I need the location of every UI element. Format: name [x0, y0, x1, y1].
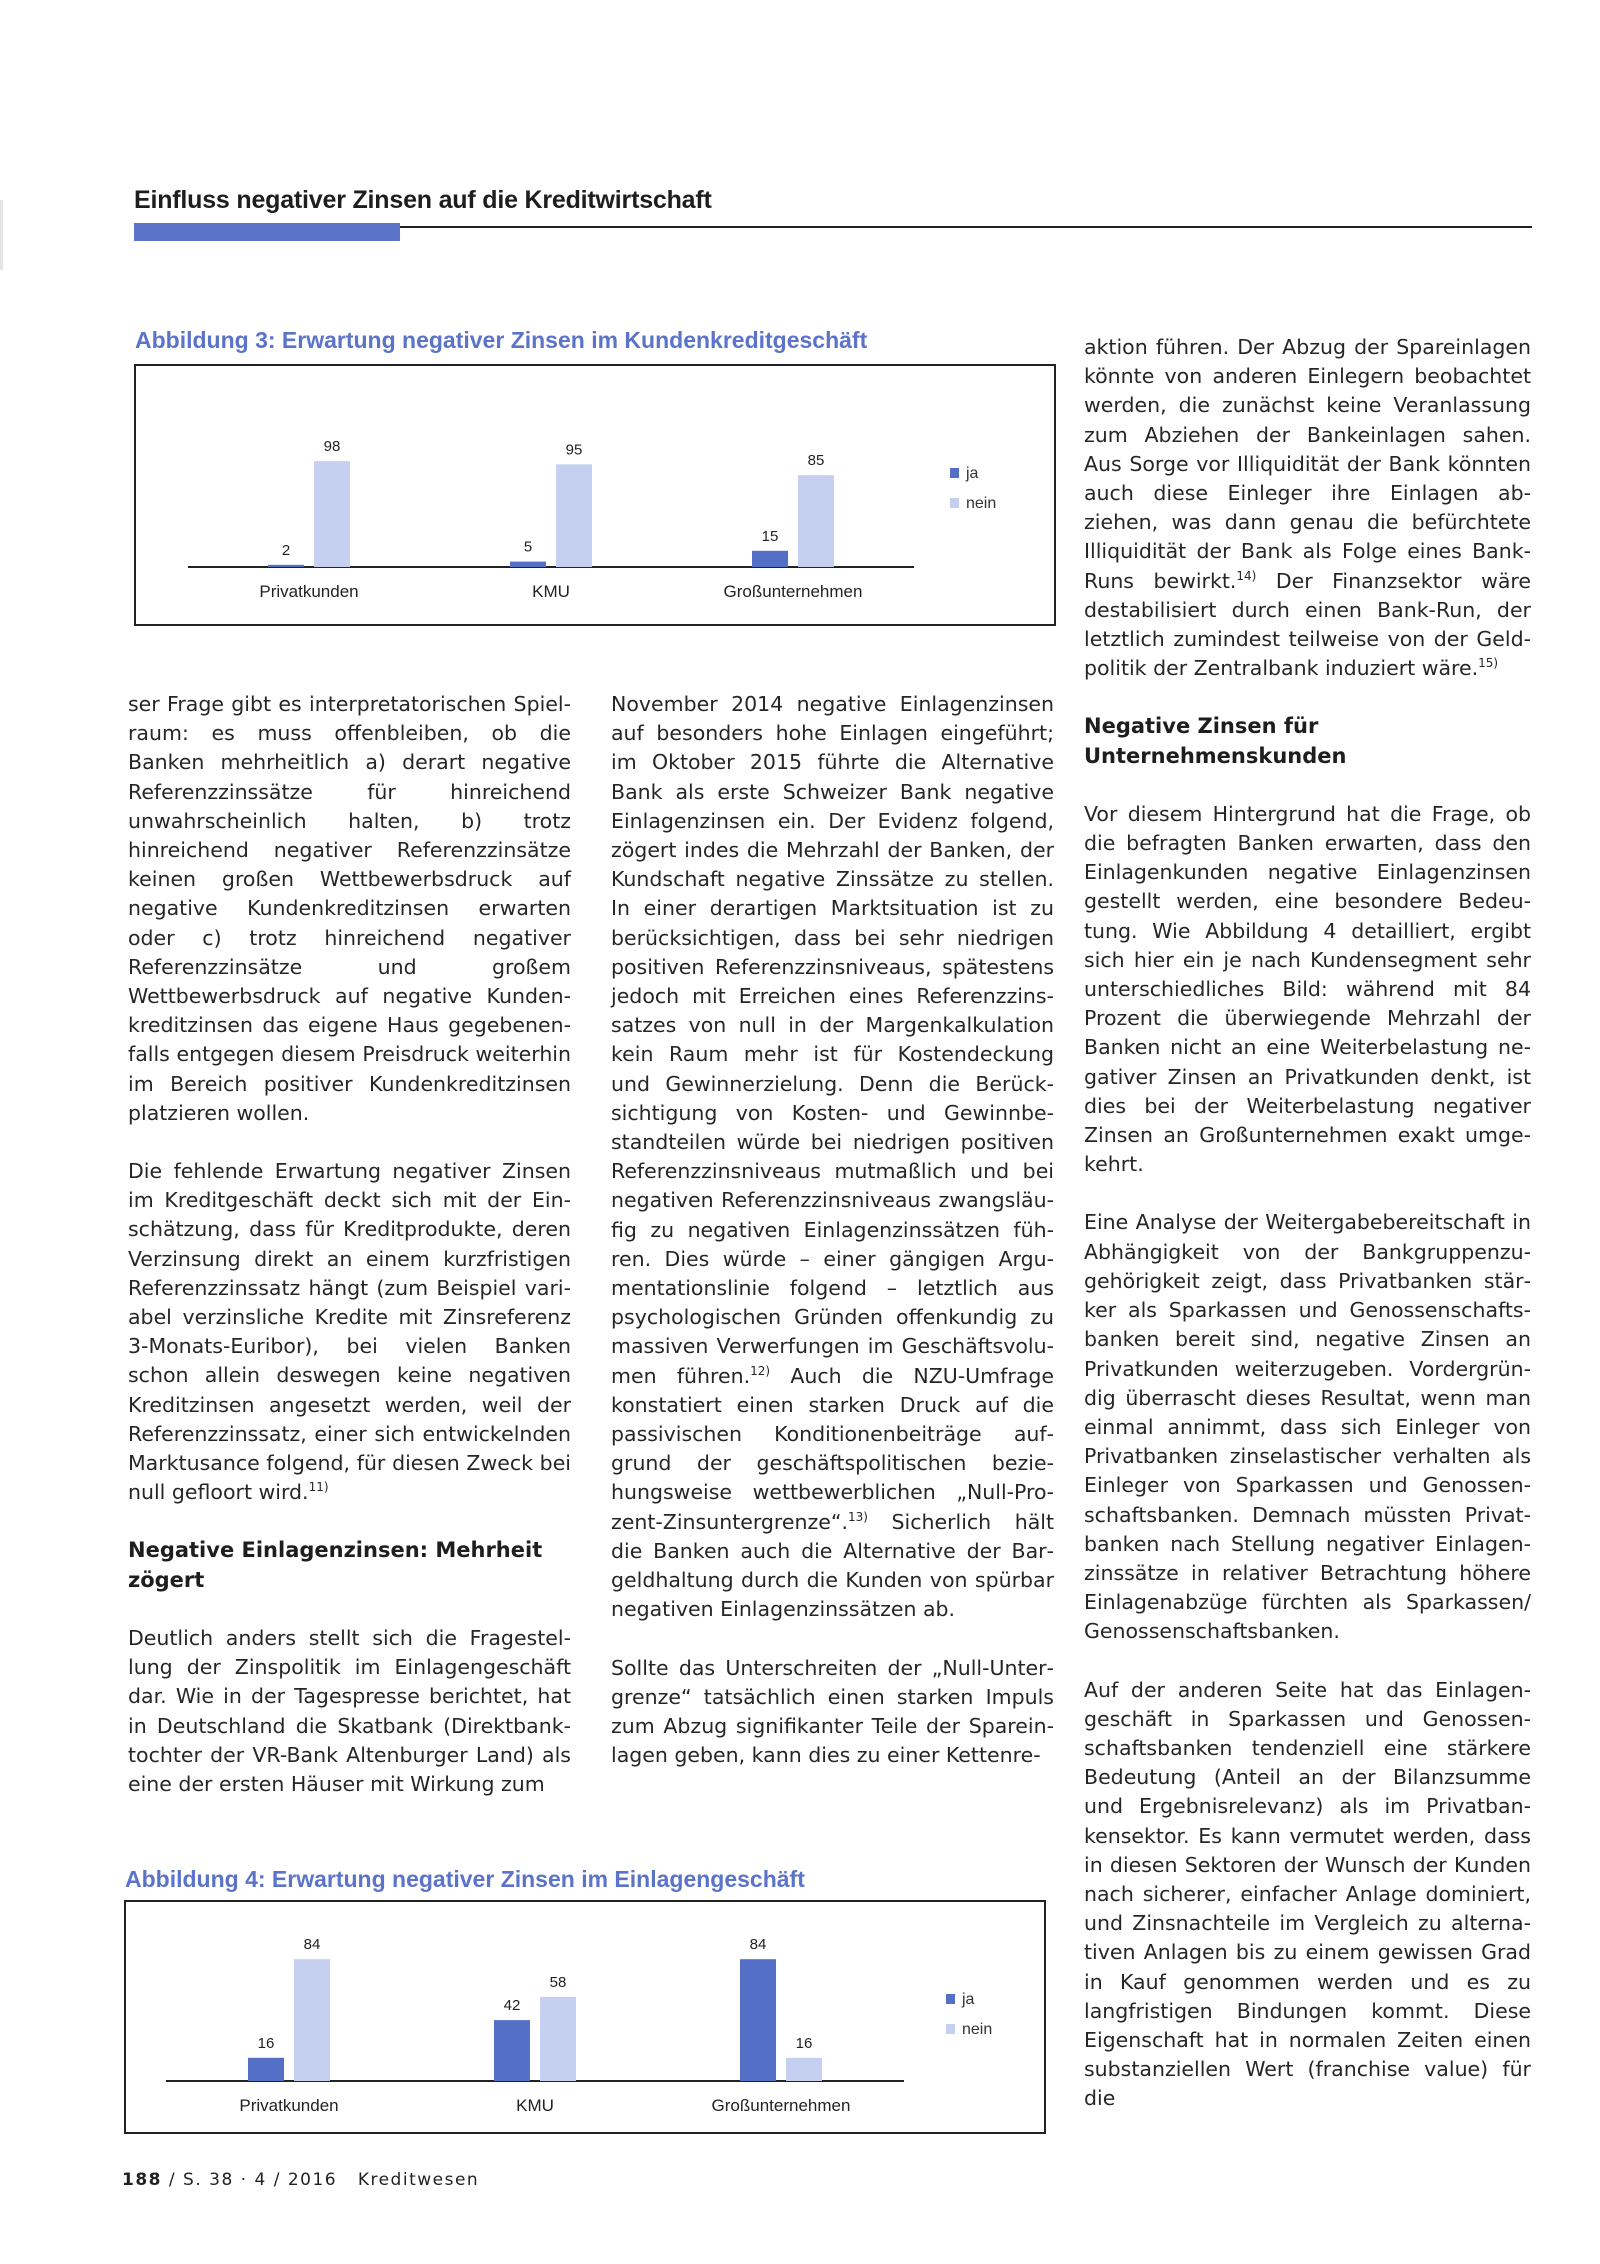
paragraph: Vor diesem Hintergrund hat die Frage, ob die befragten Banken erwarten, dass den Einlagenkunden negative Einlagenzinsen gestellt werden, eine besondere Bedeutung. Wie Abbildung 4 detailliert, ergibt sich hier ein je nach Kundensegment sehr unterschiedliches Bild: während mit 84 Prozent die überwiegende Mehrzahl der Banken nicht an eine Weiterbelastung negativer Zinsen an Privatkunden denkt, ist dies bei der Weiterbelastung negativer Zinsen an Großunternehmen exakt umgekehrt. [1084, 801, 1531, 1177]
section-heading: Negative Zinsen für Unternehmenskunden [1084, 714, 1347, 768]
legend-swatch-ja [950, 468, 959, 478]
bar-nein-großunternehmen [798, 475, 834, 567]
legend-label-nein: nein [962, 2021, 993, 2038]
data-label: 84 [749, 1936, 767, 1954]
footnote-ref[interactable]: 14) [1236, 568, 1257, 583]
legend-swatch-nein [946, 2024, 955, 2034]
footnote-ref[interactable]: 12) [750, 1363, 771, 1378]
bar-nein-privatkunden [314, 461, 350, 567]
figure-3-chart [134, 364, 1056, 626]
data-label: 16 [795, 2034, 813, 2052]
footnote-ref[interactable]: 11) [308, 1480, 329, 1495]
data-label: 16 [257, 2034, 275, 2052]
legend-swatch-ja [946, 1994, 955, 2004]
category-label: KMU [516, 2096, 554, 2115]
category-label: Großunternehmen [711, 2096, 851, 2115]
paragraph: Deutlich anders stellt sich die Fragestellung der Zinspolitik im Einlagengeschäft dar. Wie in der Tagespresse berichtet, hat in Deutschland die Skatbank (Direktbanktochter der VR-Bank Altenburger Land) als eine der ersten Häuser mit Wirkung zum [128, 1625, 571, 1796]
header-accent-bar [134, 223, 400, 241]
bar-nein-kmu [540, 1997, 576, 2081]
data-label: 85 [807, 452, 825, 470]
figure-4-svg [126, 1902, 1044, 2132]
footnote-ref[interactable]: 15) [1478, 656, 1499, 671]
category-label: Privatkunden [239, 2096, 339, 2115]
column-right [1084, 333, 1531, 2143]
column-left [128, 690, 571, 1828]
bar-ja-kmu [494, 2020, 530, 2081]
data-label: 84 [303, 1936, 321, 1954]
bar-ja-privatkunden [268, 565, 304, 567]
paragraph: aktion führen. Der Abzug der Spareinlagen könnte von anderen Einlegern beobachtet werden, die zunächst keine Veranlassung zum Abziehen der Bankeinlagen sahen. Aus Sorge vor Illiquidität der Bank könnten auch diese Einleger ihre Einlagen abziehen, was dann genau die befürchtete Illiquidität der Bank als Folge eines Bank-Runs bewirkt.$^{14)}$ Der Finanzsektor wäre destabilisiert durch einen Bank-Run, der letztlich zumindest teilweise von der Geldpolitik der Zentralbank induziert wäre.$^{15)}$ [1084, 335, 1531, 681]
figure-3-title: Abbildung 3: Erwartung negativer Zinsen im Kundenkreditgeschäft [135, 327, 868, 353]
category-label: Privatkunden [259, 582, 359, 601]
data-label: 5 [523, 538, 533, 556]
bar-ja-privatkunden [248, 2058, 284, 2081]
bar-nein-kmu [556, 464, 592, 567]
figure-4-title: Abbildung 4: Erwartung negativer Zinsen im Einlagengeschäft [125, 1866, 805, 1892]
legend-label-nein: nein [966, 495, 997, 512]
figure-4-chart [124, 1900, 1046, 2134]
scan-edge [0, 200, 3, 270]
bar-nein-großunternehmen [786, 2058, 822, 2081]
data-label: 98 [323, 438, 341, 456]
data-label: 42 [503, 1997, 521, 2015]
category-label: KMU [532, 582, 570, 601]
data-label: 95 [565, 441, 583, 459]
category-label: Großunternehmen [723, 582, 863, 601]
paragraph: ser Frage gibt es interpretatorischen Spielraum: es muss offenbleiben, ob die Banken mehrheitlich a) derart negative Referenzzinssätze für hinreichend unwahrscheinlich halten, b) trotz hinreichend negativer Referenzzinsätze keinen großen Wettbewerbsdruck auf negative Kundenkreditzinsen erwarten oder c) trotz hinreichend negativer Referenzzinsätze und großem Wettbewerbsdruck auf negative Kundenkreditzinsen das eigene Haus gegebenenfalls entgegen diesem Preisdruck weiterhin im Bereich positiver Kundenkreditzinsen platzieren wollen. [128, 692, 571, 1125]
paragraph: Die fehlende Erwartung negativer Zinsen im Kreditgeschäft deckt sich mit der Einschätzung, dass für Kreditprodukte, deren Verzinsung direkt an einem kurzfristigen Referenzzinssatz hängt (zum Beispiel variabel verzinsliche Kredite mit Zinsreferenz 3-Monats-Euribor), bei vielen Banken schon allein deswegen keine negativen Kreditzinsen angesetzt werden, weil der Referenzzinssatz, einer sich entwickelnden Marktusance folgend, für diesen Zweck bei null gefloort wird.$^{11)}$ [128, 1159, 571, 1505]
figure-3-svg [136, 366, 1054, 624]
bar-ja-großunternehmen [752, 551, 788, 567]
bar-nein-privatkunden [294, 1959, 330, 2081]
journal-name: Kreditwesen [357, 2170, 480, 2190]
paragraph: Sollte das Unterschreiten der „Null-Untergrenze“ tatsächlich einen starken Impuls zum Abzug signifikanter Teile der Spareinlagen geben, kann dies zu einer Kettenre- [611, 1655, 1054, 1768]
data-label: 58 [549, 1973, 567, 1991]
legend-swatch-nein [950, 498, 959, 508]
bar-ja-kmu [510, 562, 546, 567]
paragraph: Eine Analyse der Weitergabebereitschaft in Abhängigkeit von der Bankgruppenzugehörigkeit zeigt, dass Privatbanken stärker als Sparkassen und Genossenschaftsbanken bereit sind, negative Zinsen an Privatkunden weiterzugeben. Vordergründig überrascht dieses Resultat, wenn man einmal annimmt, dass sich Einleger von Privatbanken zinselastischer verhalten als Einleger von Sparkassen und Genossenschaftsbanken. Demnach müssten Privatbanken nach Stellung negativer Einlagenzinssätze in relativer Betrachtung höhere Einlagenabzüge fürchten als Sparkassen/ Genossenschaftsbanken. [1084, 1210, 1531, 1644]
page-footer [122, 2170, 479, 2190]
data-label: 15 [761, 527, 779, 545]
running-header: Einfluss negativer Zinsen auf die Kreditwirtschaft [134, 186, 712, 214]
section-heading: Negative Einlagenzinsen: Mehrheit zögert [128, 1538, 543, 1592]
paragraph: Auf der anderen Seite hat das Einlagengeschäft in Sparkassen und Genossenschaftsbanken tendenziell eine stärkere Bedeutung (Anteil an der Bilanzsumme und Ergebnisrelevanz) als im Privatbankensektor. Es kann vermutet werden, dass in diesen Sektoren der Wunsch der Kunden nach sicherer, einfacher Anlage dominiert, und Zinsnachteile im Vergleich zu alternativen Anlagen bis zu einem gewissen Grad in Kauf genommen werden und es zu langfristigen Bindungen kommt. Diese Eigenschaft hat in normalen Zeiten einen substanziellen Wert (franchise value) für die [1084, 1677, 1531, 2111]
legend-label-ja: ja [966, 465, 979, 482]
issue-info: / S. 38 · 4 / 2016 [168, 2170, 338, 2190]
paragraph: November 2014 negative Einlagenzinsen auf besonders hohe Einlagen eingeführt; im Oktober 2015 führte die Alternative Bank als erste Schweizer Bank negative Einlagenzinsen ein. Der Evidenz folgend, zögert indes die Mehrzahl der Banken, der Kundschaft negative Zinssätze zu stellen. In einer derartigen Marktsituation ist zu berücksichtigen, dass bei sehr niedrigen positiven Referenzzinsniveaus, spätestens jedoch mit Erreichen eines Referenzzinssatzes von null in der Margenkalkulation kein Raum mehr ist für Kostendeckung und Gewinnerzielung. Denn die Berücksichtigung von Kosten- und Gewinnbestandteilen würde bei niedrigen positiven Referenzzinsniveaus mutmaßlich und bei negativen Referenzzinsniveaus zwangsläufig zu negativen Einlagenzinssätzen führen. Dies würde – einer gängigen Argumentationslinie folgend – letztlich aus psychologischen Gründen offenkundig zu massiven Verwerfungen im Geschäftsvolumen führen.$^{12)}$ Auch die NZU-Umfrage konstatiert einen starken Druck auf die passivischen Konditionenbeiträge aufgrund der geschäftspolitischen beziehungsweise wettbewerblichen „Null-Prozent-Zinsuntergrenze“.$^{13)}$ Sicherlich hält die Banken auch die Alternative der Bargeldhaltung durch die Kunden von spürbar negativen Einlagenzinssätzen ab. [611, 692, 1054, 1622]
column-middle [611, 690, 1054, 1799]
bar-ja-großunternehmen [740, 1959, 776, 2081]
data-label: 2 [281, 541, 291, 559]
page-number: 188 [122, 2170, 162, 2190]
footnote-ref[interactable]: 13) [848, 1509, 868, 1524]
legend-label-ja: ja [962, 1991, 975, 2008]
